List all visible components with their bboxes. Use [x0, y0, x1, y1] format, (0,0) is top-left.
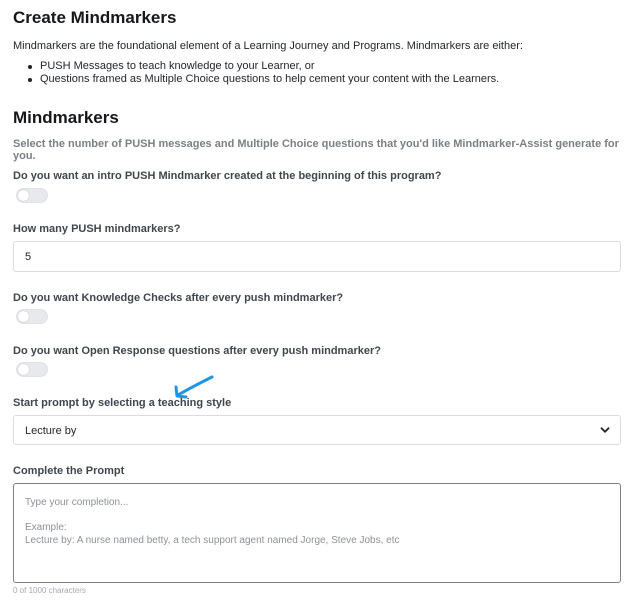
teaching-style-select[interactable]	[13, 415, 621, 445]
push-count-value: 5	[25, 251, 32, 263]
chevron-down-icon	[600, 425, 610, 435]
intro-text: Mindmarkers are the foundational element of a Learning Journey and Programs. Mindmarkers are either:	[13, 40, 523, 52]
open-response-toggle[interactable]	[16, 362, 48, 377]
page-title: Create Mindmarkers	[13, 8, 177, 27]
section-title: Mindmarkers	[13, 108, 119, 127]
section-description: Select the number of PUSH messages and Multiple Choice questions that you'd like Mindmarker-Assist generate for you.	[13, 138, 619, 162]
knowledge-checks-label: Do you want Knowledge Checks after every push mindmarker?	[13, 292, 344, 304]
list-item: PUSH Messages to teach knowledge to your Learner, or	[26, 60, 499, 73]
intro-push-label: Do you want an intro PUSH Mindmarker created at the beginning of this program?	[13, 170, 442, 182]
teaching-style-value: Lecture by	[25, 425, 77, 437]
prompt-completion-textarea[interactable]	[13, 483, 621, 583]
push-count-input[interactable]	[13, 241, 621, 272]
intro-push-toggle[interactable]	[16, 188, 48, 203]
mindmarker-types-list	[26, 60, 499, 86]
placeholder-example-text: Lecture by: A nurse named betty, a tech support agent named Jorge, Steve Jobs, etc	[25, 535, 400, 546]
push-count-label: How many PUSH mindmarkers?	[13, 223, 181, 235]
toggle-knob	[18, 364, 29, 375]
toggle-knob	[18, 190, 29, 201]
complete-prompt-label: Complete the Prompt	[13, 465, 125, 477]
toggle-knob	[18, 311, 29, 322]
placeholder-example-heading: Example:	[25, 522, 67, 533]
placeholder-text: Type your completion...	[25, 497, 129, 508]
open-response-label: Do you want Open Response questions after every push mindmarker?	[13, 345, 381, 357]
teaching-style-label: Start prompt by selecting a teaching style	[13, 397, 232, 409]
list-item: Questions framed as Multiple Choice questions to help cement your content with the Learners.	[26, 73, 499, 86]
character-counter: 0 of 1000 characters	[13, 586, 86, 595]
knowledge-checks-toggle[interactable]	[16, 309, 48, 324]
